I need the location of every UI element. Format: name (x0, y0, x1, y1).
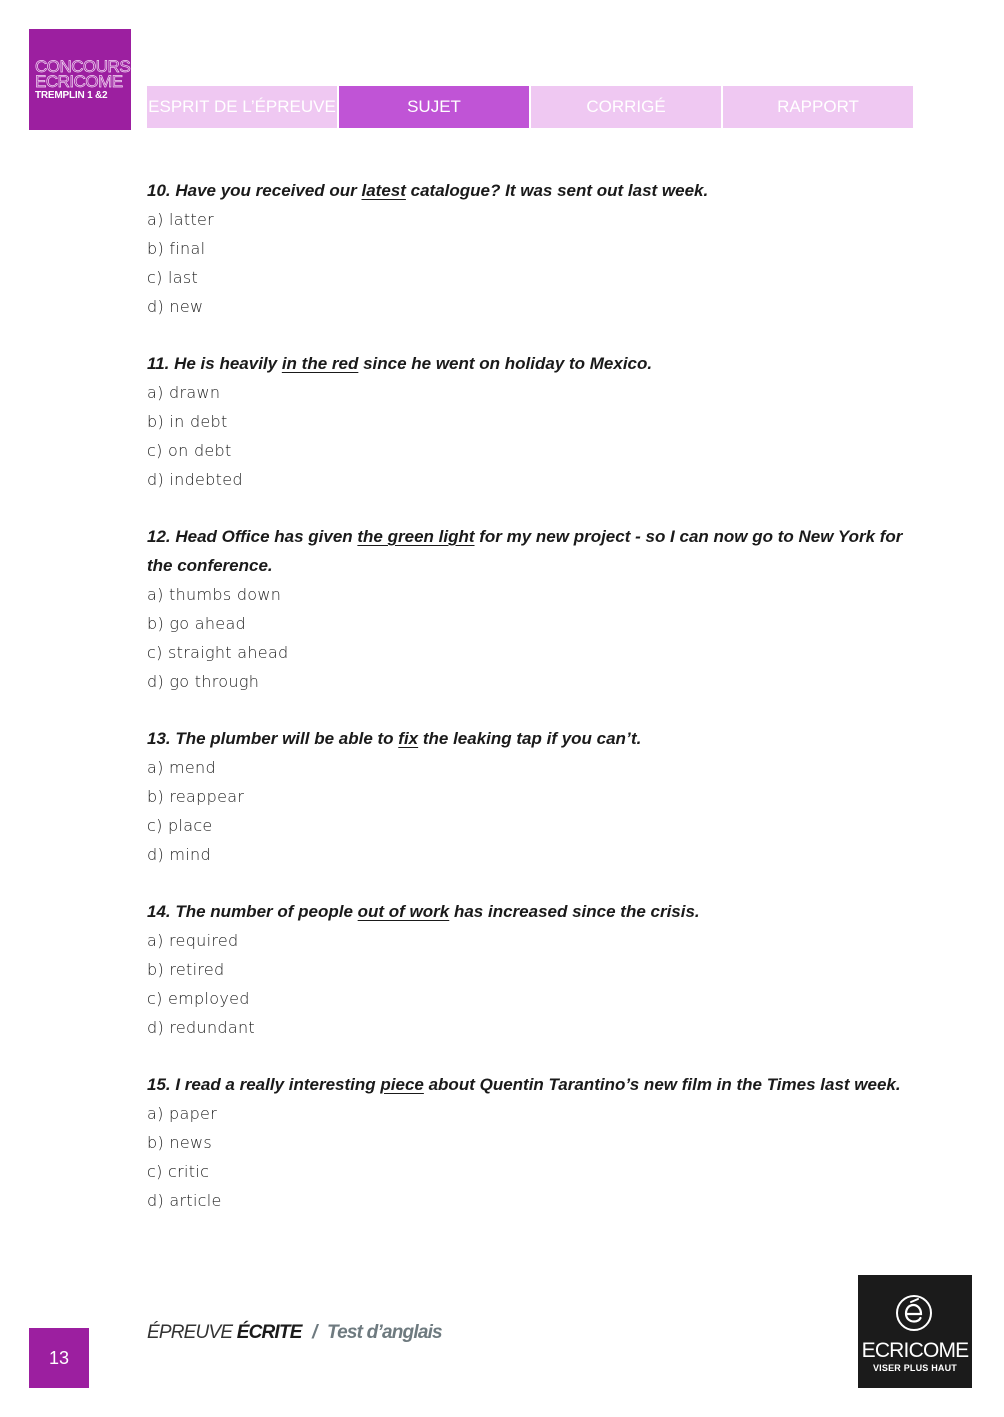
answer-option: b) go ahead (147, 614, 247, 633)
brand-name: ECRICOME (861, 1339, 969, 1362)
question-stem: 14. The number of people out of work has increased since the crisis. (147, 902, 700, 921)
question-14 (147, 897, 917, 1042)
answer-option: a) drawn (147, 383, 221, 402)
underlined-term: the green light (357, 527, 475, 546)
section-tabs (147, 86, 913, 128)
question-10 (147, 176, 917, 321)
answer-option: b) retired (147, 960, 225, 979)
question-stem: 13. The plumber will be able to fix the leaking tap if you can’t. (147, 729, 642, 748)
question-stem: 12. Head Office has given the green light for my new project - so I can now go to New York for the conference. (147, 527, 903, 575)
tab-rapport[interactable]: RAPPORT (723, 86, 913, 128)
question-12 (147, 522, 917, 696)
answer-option: d) mind (147, 845, 211, 864)
answer-option: d) article (147, 1191, 222, 1210)
question-11 (147, 349, 917, 494)
questions-list (147, 176, 917, 1243)
underlined-term: fix (398, 729, 419, 748)
underlined-term: piece (380, 1075, 424, 1094)
footer-title-prefix: ÉPREUVE (147, 1322, 233, 1343)
question-stem: 11. He is heavily in the red since he went on holiday to Mexico. (147, 354, 653, 373)
concours-logo (29, 29, 131, 130)
tab-esprit[interactable]: ESPRIT DE L’ÉPREUVE (147, 86, 337, 128)
answer-option: c) on debt (147, 441, 232, 460)
logo-line-concours: CONCOURS (35, 57, 131, 76)
answer-option: d) indebted (147, 470, 243, 489)
footer-title (147, 1322, 442, 1344)
question-stem: 10. Have you received our latest catalogue? It was sent out last week. (147, 181, 709, 200)
answer-option: a) required (147, 931, 239, 950)
underlined-term: out of work (357, 902, 450, 921)
answer-option: c) employed (147, 989, 250, 1008)
answer-option: a) latter (147, 210, 215, 229)
answer-option: b) news (147, 1133, 212, 1152)
answer-option: c) straight ahead (147, 643, 289, 662)
tab-corrige[interactable]: CORRIGÉ (531, 86, 721, 128)
answer-option: d) redundant (147, 1018, 255, 1037)
ecricome-brand-logo (858, 1275, 972, 1388)
answer-option: b) reappear (147, 787, 245, 806)
answer-option: c) critic (147, 1162, 210, 1181)
answer-option: b) final (147, 239, 206, 258)
footer-subtitle: Test d’anglais (327, 1322, 442, 1343)
answer-option: c) last (147, 268, 199, 287)
answer-option: d) new (147, 297, 204, 316)
answer-option: b) in debt (147, 412, 228, 431)
e-circle-icon (894, 1293, 934, 1333)
answer-option: c) place (147, 816, 213, 835)
footer-separator: / (312, 1322, 317, 1343)
footer-title-bold: ÉCRITE (236, 1322, 302, 1343)
tab-sujet[interactable]: SUJET (339, 86, 529, 128)
logo-line-tremplin: TREMPLIN 1 &2 (35, 90, 108, 101)
brand-tagline: VISER PLUS HAUT (872, 1363, 957, 1373)
page-number: 13 (29, 1328, 89, 1388)
underlined-term: latest (361, 181, 406, 200)
answer-option: a) mend (147, 758, 216, 777)
answer-option: a) thumbs down (147, 585, 282, 604)
question-stem: 15. I read a really interesting piece about Quentin Tarantino’s new film in the Times last week. (147, 1075, 901, 1094)
answer-option: a) paper (147, 1104, 218, 1123)
underlined-term: in the red (281, 354, 359, 373)
answer-option: d) go through (147, 672, 260, 691)
logo-line-ecricome: ECRICOME (35, 72, 123, 91)
question-13 (147, 724, 917, 869)
question-15 (147, 1070, 917, 1215)
